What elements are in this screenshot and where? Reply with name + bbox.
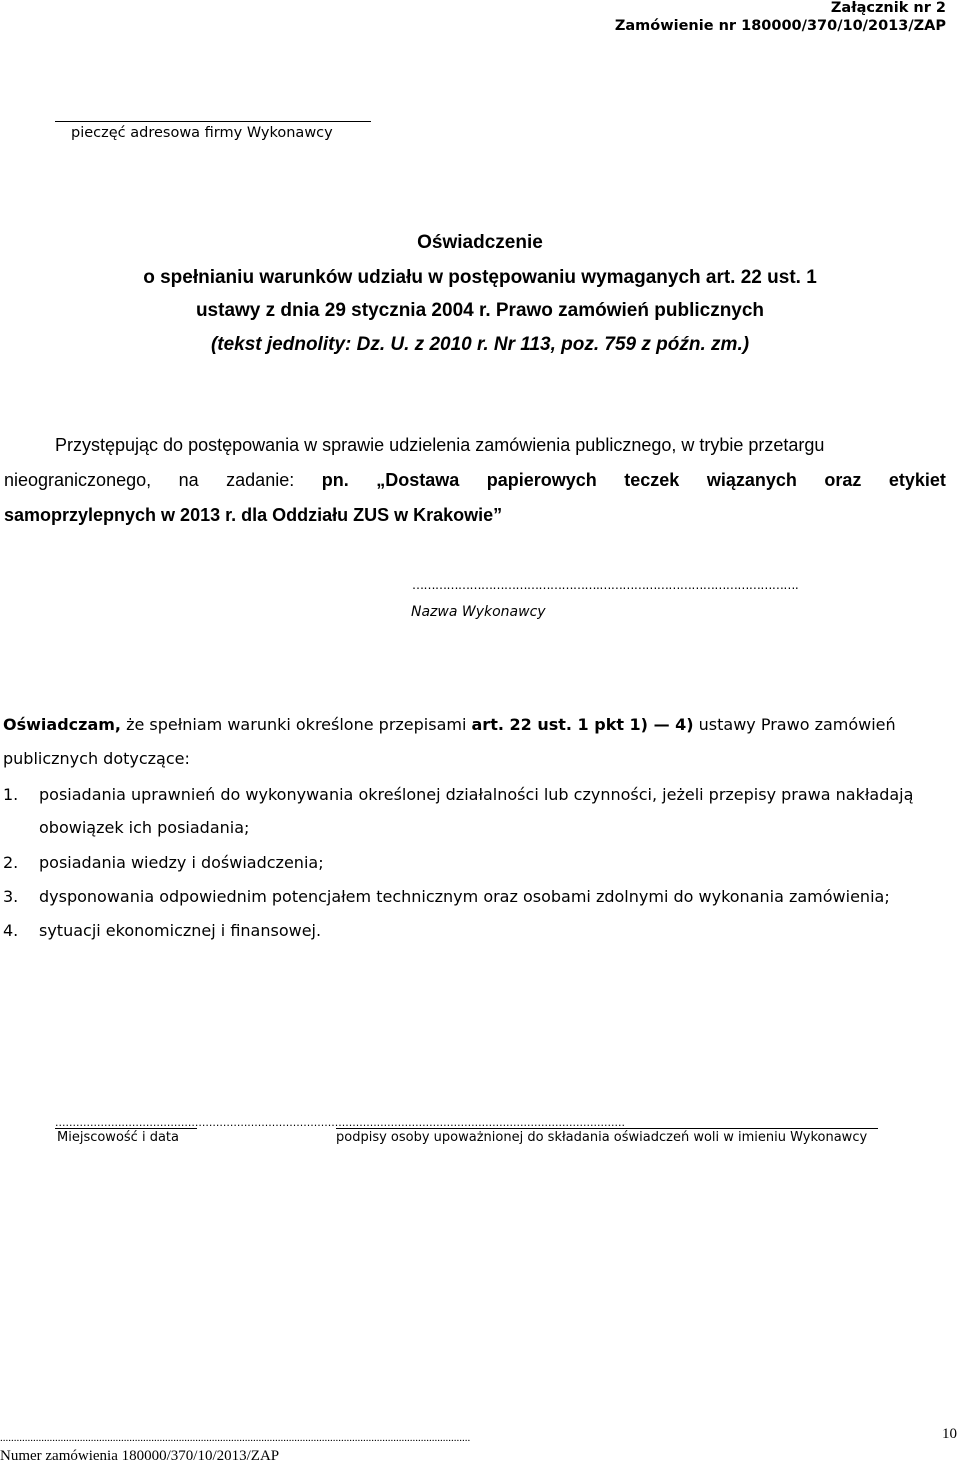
declaration-line-1 [3,715,896,734]
place-date-line [55,1128,197,1129]
intro-word: „Dostawa [376,470,460,490]
place-date-label: Miejscowość i data [57,1130,179,1145]
item-text: posiadania uprawnień do wykonywania określonej działalności lub czynności, jeżeli przepisy prawa nakładają [39,785,914,804]
declaration-text-1: że spełniam warunki określone przepisami [120,715,472,734]
signature-label: podpisy osoby upoważnionej do składania oświadczeń woli w imieniu Wykonawcy [336,1130,868,1145]
title-subline-1: o spełnianiu warunków udziału w postępowaniu wymaganych art. 22 ust. 1 [143,267,817,288]
intro-word: etykiet [888,470,946,490]
declaration-bold-2: art. 22 ust. 1 pkt 1) — 4) [471,715,694,734]
item-text: dysponowania odpowiednim potencjałem technicznym oraz osobami zdolnymi do wykonania zamówienia; [39,887,890,906]
item-number: 3. [3,887,19,906]
document-title: Oświadczenie [417,232,543,253]
order-number-header: Zamówienie nr 180000/370/10/2013/ZAP [614,18,946,34]
page-number: 10 [942,1426,957,1442]
contractor-name-label: Nazwa Wykonawcy [411,604,546,620]
stamp-label: pieczęć adresowa firmy Wykonawcy [71,125,333,141]
intro-word: teczek [624,470,680,490]
intro-line-2 [4,470,946,491]
stamp-line [55,121,371,122]
footer-order-number: Numer zamówienia 180000/370/10/2013/ZAP [0,1448,280,1464]
item-number: 4. [3,921,19,940]
item-number: 1. [3,785,19,804]
declaration-text-2: ustawy Prawo zamówień [693,715,896,734]
signature-dots: ................................................................................................................................................................... [55,1116,625,1129]
signature-line [336,1128,878,1129]
declaration-bold-1: Oświadczam, [3,715,121,734]
annex-label: Załącznik nr 2 [830,0,946,16]
item-text-continued: obowiązek ich posiadania; [39,818,250,837]
intro-line-3: samoprzylepnych w 2013 r. dla Oddziału ZUS w Krakowie” [4,505,503,525]
item-number: 2. [3,853,19,872]
title-subline-2: ustawy z dnia 29 stycznia 2004 r. Prawo zamówień publicznych [195,300,765,321]
intro-word: papierowych [486,470,597,490]
intro-word: pn. [321,470,349,490]
intro-word: zadanie: [226,470,295,490]
declaration-line-2: publicznych dotyczące: [3,749,190,768]
item-text: posiadania wiedzy i doświadczenia; [39,853,324,872]
item-text: sytuacji ekonomicznej i finansowej. [39,921,322,940]
footer-dots: ........................................................................................................................................................................... [0,1432,471,1444]
intro-word: oraz [824,470,862,490]
title-subline-3: (tekst jednolity: Dz. U. z 2010 r. Nr 113, poz. 759 z późn. zm.) [210,334,750,355]
contractor-name-dots: ………………………………………….……………………………………………. [412,578,799,592]
intro-word: wiązanych [706,470,797,490]
intro-line-1: Przystępując do postępowania w sprawie udzielenia zamówienia publicznego, w trybie przetargu [55,435,825,455]
intro-word: nieograniczonego, [4,470,152,490]
intro-word: na [178,470,199,490]
